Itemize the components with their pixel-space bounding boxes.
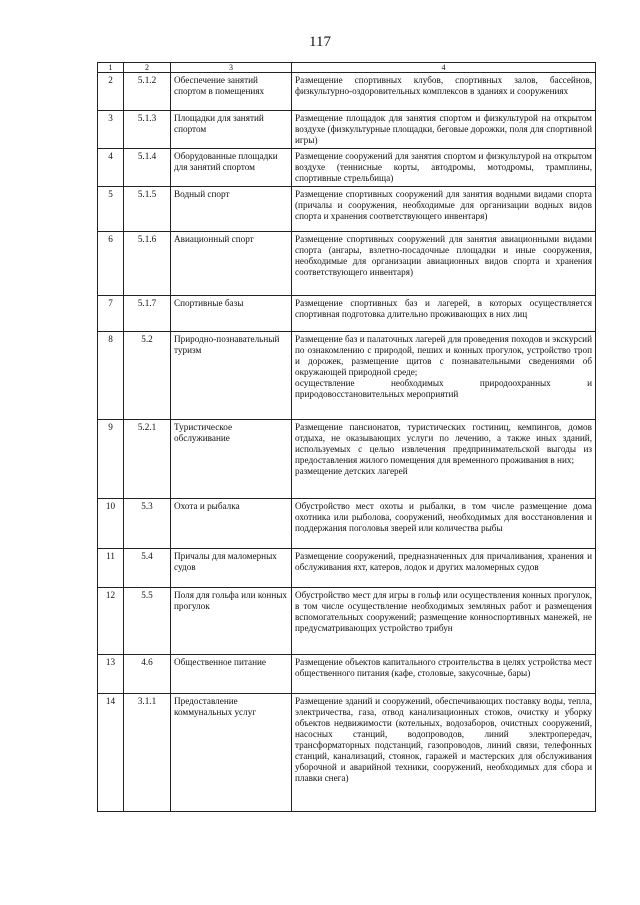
description-paragraph: Обустройство мест охоты и рыбалки, в том числе размещение дома охотника или рыболова, сооружений, необходимых для восстановления и поддержания поголовья зверей или количества рыбы [295, 501, 592, 533]
table-row [98, 187, 596, 232]
description-paragraph: Обустройство мест для игры в гольф или осуществления конных прогулок, в том числе осуществление необходимых земляных работ и размещения вспомогательных сооружений; размещение конноспортивных манежей, не предусматривающих устройство трибун [295, 590, 592, 633]
row-number: 9 [98, 420, 124, 499]
table-row [98, 111, 596, 149]
row-number: 8 [98, 332, 124, 420]
use-description [292, 655, 596, 694]
table-row [98, 296, 596, 332]
row-number: 10 [98, 499, 124, 549]
description-paragraph: Размещение сооружений для занятия спортом и физкультурой на открытом воздухе (теннисные корты, автодромы, мотодромы, трамплины, спортивные стрельбища) [295, 151, 592, 183]
description-paragraph: Размещение пансионатов, туристических гостиниц, кемпингов, домов отдыха, не оказывающих услуги по лечению, а также иных зданий, используемых с целью извлечения предпринимательской выгоды из предоставления жилого помещения для временного проживания в них; [295, 422, 592, 465]
use-code: 5.1.7 [124, 296, 171, 332]
use-description [292, 149, 596, 187]
use-name: Поля для гольфа или конных прогулок [171, 588, 292, 655]
use-description [292, 73, 596, 111]
description-paragraph: Размещение спортивных сооружений для занятия водными видами спорта (причалы и сооружения, необходимые для организации водных видов спорта и хранения соответствующего инвентаря) [295, 189, 592, 221]
description-paragraph: Размещение баз и палаточных лагерей для проведения походов и экскурсий по ознакомлению с природой, пеших и конных прогулок, устройство троп и дорожек, размещение щитов с познавательными сведениями об окружающей природной среде; [295, 334, 592, 377]
header-cell-1: 1 [98, 63, 124, 73]
use-name: Обеспечение занятий спортом в помещениях [171, 73, 292, 111]
description-paragraph: Размещение спортивных баз и лагерей, в которых осуществляется спортивная подготовка длительно проживающих в них лиц [295, 298, 592, 319]
row-number: 5 [98, 187, 124, 232]
use-code: 5.4 [124, 549, 171, 588]
use-description [292, 187, 596, 232]
row-number: 12 [98, 588, 124, 655]
table-row [98, 499, 596, 549]
table-row [98, 588, 596, 655]
use-description [292, 296, 596, 332]
use-name: Общественное питание [171, 655, 292, 694]
table-row [98, 420, 596, 499]
use-description [292, 111, 596, 149]
use-name: Оборудованные площадки для занятий спортом [171, 149, 292, 187]
use-name: Причалы для маломерных судов [171, 549, 292, 588]
use-description [292, 549, 596, 588]
table-row [98, 73, 596, 111]
row-number: 4 [98, 149, 124, 187]
description-paragraph: размещение детских лагерей [295, 466, 408, 476]
table-header-row [98, 63, 596, 73]
use-description [292, 499, 596, 549]
row-number: 14 [98, 694, 124, 812]
use-code: 5.1.3 [124, 111, 171, 149]
use-code: 5.2.1 [124, 420, 171, 499]
description-paragraph: Размещение спортивных клубов, спортивных залов, бассейнов, физкультурно-оздоровительных комплексов в зданиях и сооружениях [295, 75, 592, 96]
table-row [98, 655, 596, 694]
table-row [98, 549, 596, 588]
land-use-table [97, 62, 596, 812]
header-cell-4: 4 [292, 63, 596, 73]
description-paragraph: Размещение площадок для занятия спортом и физкультурой на открытом воздухе (физкультурные площадки, беговые дорожки, поля для спортивной игры) [295, 113, 592, 145]
row-number: 6 [98, 232, 124, 296]
description-paragraph: осуществление необходимых природоохранных и природовосстановительных мероприятий [295, 378, 592, 399]
use-code: 5.1.5 [124, 187, 171, 232]
use-name: Авиационный спорт [171, 232, 292, 296]
use-name: Природно-познавательный туризм [171, 332, 292, 420]
description-paragraph: Размещение спортивных сооружений для занятия авиационными видами спорта (ангары, взлетно-посадочные площадки и иные сооружения, необходимые для организации авиационных видов спорта и хранения соответствующего инвентаря) [295, 234, 592, 277]
page-number: 117 [309, 34, 331, 50]
use-name: Охота и рыбалка [171, 499, 292, 549]
table-row [98, 332, 596, 420]
use-code: 3.1.1 [124, 694, 171, 812]
row-number: 13 [98, 655, 124, 694]
use-name: Площадки для занятий спортом [171, 111, 292, 149]
description-paragraph: Размещение объектов капитального строительства в целях устройства мест общественного питания (кафе, столовые, закусочные, бары) [295, 657, 592, 678]
use-code: 5.2 [124, 332, 171, 420]
use-description [292, 694, 596, 812]
use-code: 5.1.4 [124, 149, 171, 187]
use-code: 5.1.6 [124, 232, 171, 296]
description-paragraph: Размещение сооружений, предназначенных для причаливания, хранения и обслуживания яхт, катеров, лодок и других маломерных судов [295, 551, 592, 572]
use-name: Туристическое обслуживание [171, 420, 292, 499]
use-name: Предоставление коммунальных услуг [171, 694, 292, 812]
use-code: 5.1.2 [124, 73, 171, 111]
use-description [292, 588, 596, 655]
header-cell-3: 3 [171, 63, 292, 73]
row-number: 2 [98, 73, 124, 111]
use-name: Водный спорт [171, 187, 292, 232]
table-row [98, 694, 596, 812]
use-description [292, 420, 596, 499]
table-row [98, 149, 596, 187]
use-name: Спортивные базы [171, 296, 292, 332]
header-cell-2: 2 [124, 63, 171, 73]
row-number: 7 [98, 296, 124, 332]
description-paragraph: Размещение зданий и сооружений, обеспечивающих поставку воды, тепла, электричества, газа, отвод канализационных стоков, очистку и уборку объектов недвижимости (котельных, водозаборов, очистных сооружений, насосных станций, водопроводов, линий электропередач, трансформаторных подстанций, газопроводов, линий связи, телефонных станций, канализаций, стоянок, гаражей и мастерских для обслуживания уборочной и аварийной техники, сооружений, необходимых для сбора и плавки снега) [295, 696, 592, 783]
use-description [292, 332, 596, 420]
use-code: 4.6 [124, 655, 171, 694]
use-description [292, 232, 596, 296]
table-row [98, 232, 596, 296]
row-number: 11 [98, 549, 124, 588]
row-number: 3 [98, 111, 124, 149]
use-code: 5.5 [124, 588, 171, 655]
use-code: 5.3 [124, 499, 171, 549]
